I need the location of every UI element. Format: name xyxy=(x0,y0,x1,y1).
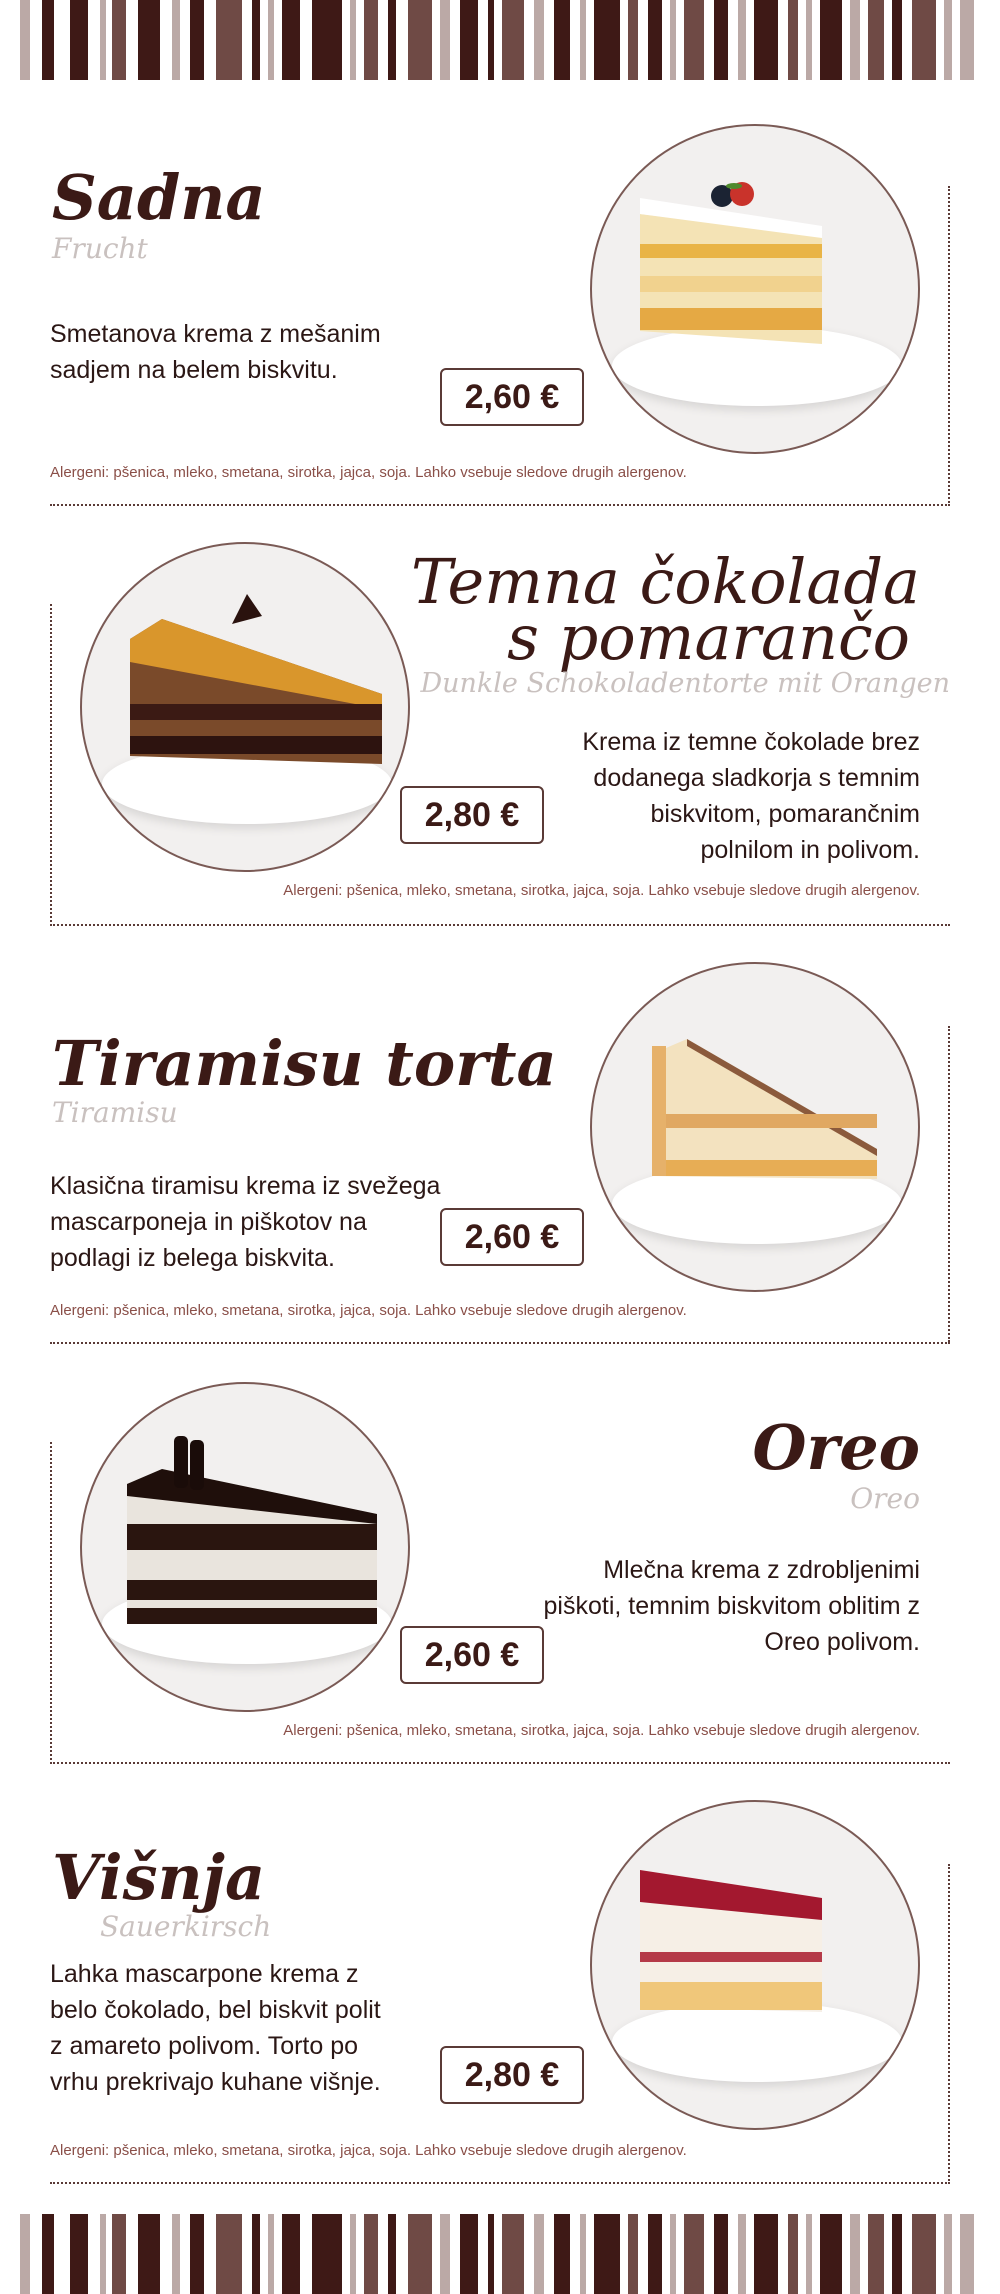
item-description: Krema iz temne čokolade brez dodanega sladkorja s temnim biskvitom, pomarančnim polnilom in polivom. xyxy=(582,728,920,864)
stripe-bar xyxy=(648,0,662,80)
stripe-bar xyxy=(282,0,300,80)
allergen-note: Alergeni: pšenica, mleko, smetana, sirotka, jajca, soja. Lahko vsebuje sledove drugih alergenov. xyxy=(50,464,687,481)
dotted-divider xyxy=(50,924,950,926)
dotted-divider xyxy=(50,1342,950,1344)
stripe-bar xyxy=(738,2214,746,2294)
stripe-bar xyxy=(268,0,274,80)
stripe-bar xyxy=(408,2214,432,2294)
stripe-bar xyxy=(408,0,432,80)
dotted-side-border xyxy=(948,1864,950,2184)
stripe-bar xyxy=(172,2214,180,2294)
stripe-bar xyxy=(388,0,396,80)
allergen-note: Alergeni: pšenica, mleko, smetana, sirotka, jajca, soja. Lahko vsebuje sledove drugih alergenov. xyxy=(283,1722,920,1739)
stripe-bar xyxy=(42,2214,54,2294)
cake-photo-visnja xyxy=(590,1800,920,2130)
stripe-bar xyxy=(138,2214,160,2294)
allergen-note: Alergeni: pšenica, mleko, smetana, sirotka, jajca, soja. Lahko vsebuje sledove drugih alergenov. xyxy=(50,2142,687,2159)
price-badge: 2,60 € xyxy=(440,368,584,426)
stripe-bar xyxy=(100,0,106,80)
dotted-divider xyxy=(50,1762,950,1764)
bottom-stripe-border xyxy=(20,2214,980,2294)
stripe-bar xyxy=(684,2214,704,2294)
stripe-bar xyxy=(488,0,494,80)
stripe-bar xyxy=(820,2214,842,2294)
stripe-bar xyxy=(70,0,88,80)
stripe-bar xyxy=(312,2214,342,2294)
stripe-bar xyxy=(460,2214,478,2294)
allergen-note: Alergeni: pšenica, mleko, smetana, sirotka, jajca, soja. Lahko vsebuje sledove drugih alergenov. xyxy=(50,1302,687,1319)
item-title-line1: Temna čokolada xyxy=(410,545,920,618)
stripe-bar xyxy=(488,2214,494,2294)
stripe-bar xyxy=(670,2214,676,2294)
stripe-bar xyxy=(580,0,586,80)
stripe-bar xyxy=(502,2214,524,2294)
allergen-note: Alergeni: pšenica, mleko, smetana, sirotka, jajca, soja. Lahko vsebuje sledove drugih alergenov. xyxy=(283,882,920,899)
stripe-bar xyxy=(388,2214,396,2294)
stripe-bar xyxy=(112,0,126,80)
stripe-bar xyxy=(440,2214,450,2294)
stripe-bar xyxy=(892,2214,902,2294)
dotted-side-border xyxy=(948,186,950,506)
stripe-bar xyxy=(788,0,798,80)
stripe-bar xyxy=(944,2214,952,2294)
top-stripe-border xyxy=(20,0,980,80)
stripe-bar xyxy=(100,2214,106,2294)
stripe-bar xyxy=(534,0,544,80)
stripe-bar xyxy=(282,2214,300,2294)
stripe-bar xyxy=(754,0,778,80)
stripe-bar xyxy=(788,2214,798,2294)
item-description: Smetanova krema z mešanim sadjem na belem biskvitu. xyxy=(50,320,381,384)
price-badge: 2,80 € xyxy=(400,786,544,844)
stripe-bar xyxy=(960,0,974,80)
stripe-bar xyxy=(944,0,952,80)
stripe-bar xyxy=(850,2214,860,2294)
item-description: Klasična tiramisu krema iz svežega mascarponeja in piškotov na podlagi iz belega biskvita. xyxy=(50,1172,441,1272)
cake-photo-tiramisu xyxy=(590,962,920,1292)
stripe-bar xyxy=(440,0,450,80)
stripe-bar xyxy=(912,2214,936,2294)
stripe-bar xyxy=(252,2214,260,2294)
item-subtitle: Dunkle Schokoladentorte mit Orangen xyxy=(420,668,950,699)
stripe-bar xyxy=(20,2214,30,2294)
cake-photo-temna-cokolada xyxy=(80,542,410,872)
stripe-bar xyxy=(350,0,356,80)
stripe-bar xyxy=(502,0,524,80)
dotted-divider xyxy=(50,504,950,506)
stripe-bar xyxy=(534,2214,544,2294)
stripe-bar xyxy=(738,0,746,80)
item-title: Višnja xyxy=(52,1841,266,1914)
price-badge: 2,60 € xyxy=(440,1208,584,1266)
stripe-bar xyxy=(892,0,902,80)
item-subtitle: Sauerkirsch xyxy=(100,1910,272,1943)
stripe-bar xyxy=(754,2214,778,2294)
stripe-bar xyxy=(868,0,884,80)
stripe-bar xyxy=(628,2214,638,2294)
stripe-bar xyxy=(20,0,30,80)
stripe-bar xyxy=(628,0,638,80)
cake-photo-oreo xyxy=(80,1382,410,1712)
item-title: Oreo xyxy=(752,1411,920,1484)
stripe-bar xyxy=(820,0,842,80)
stripe-bar xyxy=(460,0,478,80)
dotted-side-border xyxy=(948,1026,950,1342)
stripe-bar xyxy=(216,0,242,80)
stripe-bar xyxy=(364,2214,378,2294)
stripe-bar xyxy=(714,2214,728,2294)
stripe-bar xyxy=(112,2214,126,2294)
price-badge: 2,80 € xyxy=(440,2046,584,2104)
stripe-bar xyxy=(138,0,160,80)
stripe-bar xyxy=(190,0,204,80)
stripe-bar xyxy=(850,0,860,80)
stripe-bar xyxy=(594,2214,620,2294)
stripe-bar xyxy=(648,2214,662,2294)
item-title: Sadna xyxy=(52,161,266,234)
dotted-divider xyxy=(50,2182,950,2184)
stripe-bar xyxy=(42,0,54,80)
dotted-side-border xyxy=(50,1442,52,1764)
stripe-bar xyxy=(554,2214,570,2294)
stripe-bar xyxy=(268,2214,274,2294)
stripe-bar xyxy=(350,2214,356,2294)
stripe-bar xyxy=(714,0,728,80)
item-subtitle: Tiramisu xyxy=(52,1096,178,1129)
stripe-bar xyxy=(364,0,378,80)
item-description: Mlečna krema z zdrobljenimi piškoti, temnim biskvitom oblitim z Oreo polivom. xyxy=(543,1556,920,1656)
stripe-bar xyxy=(594,0,620,80)
stripe-bar xyxy=(190,2214,204,2294)
stripe-bar xyxy=(312,0,342,80)
stripe-bar xyxy=(806,0,812,80)
stripe-bar xyxy=(670,0,676,80)
stripe-bar xyxy=(806,2214,812,2294)
stripe-bar xyxy=(252,0,260,80)
price-badge: 2,60 € xyxy=(400,1626,544,1684)
stripe-bar xyxy=(912,0,936,80)
item-subtitle: Oreo xyxy=(850,1482,920,1515)
stripe-bar xyxy=(172,0,180,80)
stripe-bar xyxy=(554,0,570,80)
item-subtitle: Frucht xyxy=(52,232,148,265)
item-title-line2: s pomarančo xyxy=(507,601,910,674)
item-title: Tiramisu torta xyxy=(52,1027,557,1100)
item-description: Lahka mascarpone krema z belo čokolado, bel biskvit polit z amareto polivom. Torto po vrhu prekrivajo kuhane višnje. xyxy=(50,1960,381,2096)
stripe-bar xyxy=(868,2214,884,2294)
stripe-bar xyxy=(70,2214,88,2294)
dotted-side-border xyxy=(50,604,52,926)
stripe-bar xyxy=(580,2214,586,2294)
stripe-bar xyxy=(960,2214,974,2294)
stripe-bar xyxy=(684,0,704,80)
cake-photo-sadna xyxy=(590,124,920,454)
stripe-bar xyxy=(216,2214,242,2294)
